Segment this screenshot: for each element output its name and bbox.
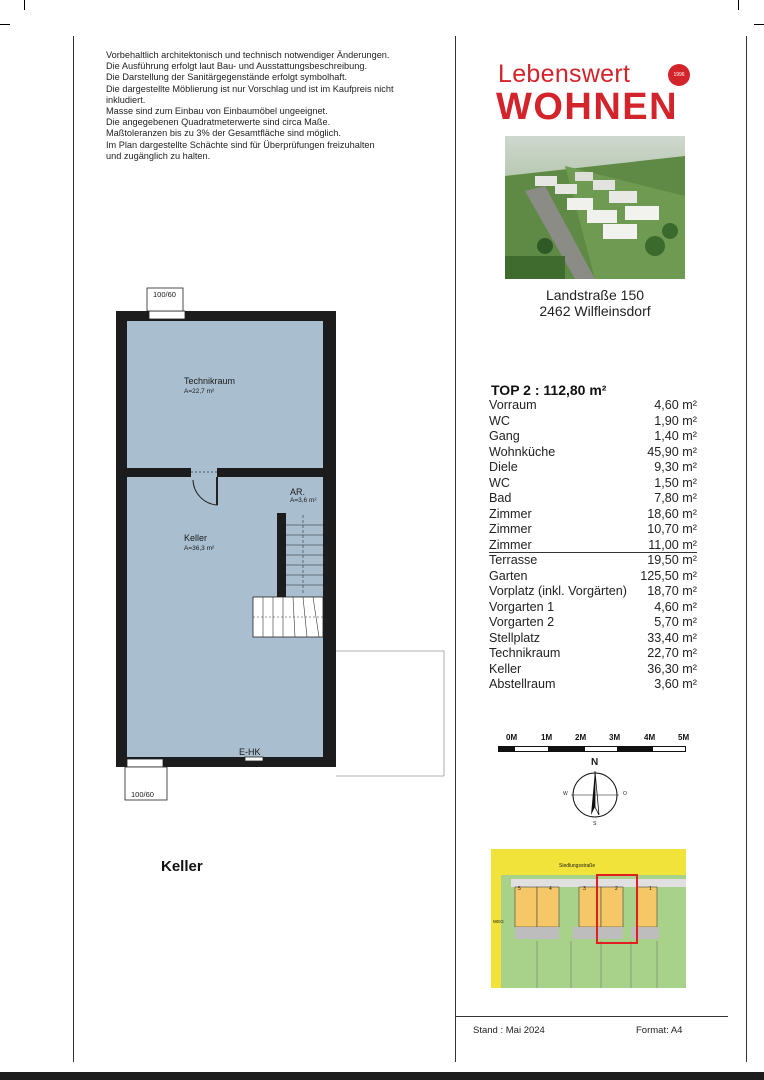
area-row <box>489 600 697 616</box>
area-room-name: Zimmer <box>489 522 532 536</box>
area-room-value: 7,80 m² <box>654 491 697 505</box>
area-row <box>489 429 697 445</box>
disclaimer-line: Masse sind zum Einbau von Einbaumöbel ungeeignet. <box>106 106 328 117</box>
compass-south-label: S <box>593 821 597 827</box>
technikraum-area: A=22,7 m² <box>184 388 215 395</box>
footer-rule <box>456 1016 728 1017</box>
area-room-name: WC <box>489 475 510 490</box>
footer-date: Stand : Mai 2024 <box>473 1025 545 1036</box>
area-room-value: 1,50 m² <box>654 475 697 490</box>
area-room-value: 4,60 m² <box>654 599 697 614</box>
siteplan-house-label: 3 <box>583 886 586 892</box>
area-row <box>489 631 697 647</box>
compass-east-label: O <box>623 791 627 797</box>
keller-label: Keller <box>184 533 208 543</box>
crop-mark-top-left <box>24 0 25 10</box>
scale-segment <box>652 746 686 752</box>
ehk-label: E-HK <box>239 747 261 757</box>
scale-label: 2M <box>575 733 587 742</box>
area-room-value: 36,30 m² <box>647 661 697 676</box>
scale-segment <box>618 746 652 752</box>
area-room-value: 9,30 m² <box>654 460 697 474</box>
disclaimer-line: Die angegebenen Quadratmeterwerte sind circa Maße. <box>106 117 331 128</box>
area-room-name: Vorraum <box>489 398 537 412</box>
compass-north-label: N <box>591 757 599 768</box>
area-room-value: 5,70 m² <box>654 615 697 629</box>
area-room-name: Vorgarten 1 <box>489 599 555 614</box>
site-plan-graphic <box>491 849 686 988</box>
area-room-value: 3,60 m² <box>654 677 697 691</box>
area-room-value: 10,70 m² <box>647 522 697 536</box>
disclaimer-line: Vorbehaltlich architektonisch und technisch notwendiger Änderungen. <box>106 50 390 60</box>
window-label-top: 100/60 <box>153 290 176 299</box>
area-room-value: 11,00 m² <box>648 537 697 552</box>
area-room-name: Abstellraum <box>489 677 556 691</box>
center-divider <box>455 36 456 1062</box>
area-room-value: 19,50 m² <box>647 553 697 567</box>
area-room-value: 125,50 m² <box>640 568 697 583</box>
disclaimer-line: Die Ausführung erfolgt laut Bau- und Ausstattungsbeschreibung. <box>106 61 367 72</box>
area-row <box>489 445 697 461</box>
disclaimer-line: Die dargestellte Möblierung ist nur Vorschlag und ist im Kaufpreis nicht <box>106 83 394 94</box>
technikraum-label: Technikraum <box>184 376 236 386</box>
unit-title: TOP 2 : 112,80 m² <box>491 382 607 398</box>
scale-label: 1M <box>541 733 553 742</box>
area-room-value: 1,40 m² <box>654 429 697 443</box>
area-room-name: Gang <box>489 429 520 443</box>
window-label-bottom: 100/60 <box>131 790 154 799</box>
site-plan <box>491 849 686 988</box>
disclaimer-line: inkludiert. <box>106 94 146 105</box>
siteplan-house-label: 4 <box>549 886 552 892</box>
area-room-name: Terrasse <box>489 553 538 567</box>
crop-mark-top-left-h <box>0 24 10 25</box>
area-row <box>489 398 697 414</box>
siteplan-side-label: WEG <box>493 919 504 924</box>
aerial-photo <box>505 136 685 279</box>
area-room-name: Bad <box>489 491 512 505</box>
area-room-value: 33,40 m² <box>647 630 697 645</box>
floor-plan <box>105 285 450 805</box>
abstellraum-label: AR. <box>290 487 306 497</box>
siteplan-house-label: 5 <box>518 886 521 892</box>
area-room-name: Zimmer <box>489 537 532 552</box>
area-room-name: Wohnküche <box>489 444 556 459</box>
disclaimer-line: Die Darstellung der Sanitärgegenstände erfolgt symbolhaft. <box>106 72 348 83</box>
area-row <box>489 553 697 569</box>
area-row <box>489 507 697 523</box>
area-room-name: Stellplatz <box>489 630 541 645</box>
disclaimer-text <box>106 50 436 162</box>
area-row <box>489 584 697 600</box>
area-room-name: Vorplatz (inkl. Vorgärten) <box>489 584 627 598</box>
scale-label: 3M <box>609 733 621 742</box>
bottom-bar <box>0 1072 764 1080</box>
compass-west-label: W <box>563 791 568 797</box>
area-room-name: Zimmer <box>489 506 532 521</box>
keller-area: A=36,3 m² <box>184 545 215 552</box>
scale-label: 4M <box>644 733 656 742</box>
area-room-name: Diele <box>489 460 518 474</box>
footer-format: Format: A4 <box>636 1025 683 1036</box>
abstellraum-area: A=3,6 m² <box>290 497 317 504</box>
crop-mark-top-right <box>738 0 739 10</box>
area-row <box>489 677 697 693</box>
address-street: Landstraße 150 <box>545 287 645 303</box>
area-row <box>489 476 697 492</box>
right-frame-line <box>746 36 747 1062</box>
left-frame-line <box>73 36 74 1062</box>
crop-mark-top-right-h <box>754 24 764 25</box>
logo-line-2: WOHNEN <box>496 86 679 128</box>
area-row <box>489 522 697 538</box>
scale-segment <box>549 746 584 752</box>
scale-label: 0M <box>506 733 518 742</box>
area-row <box>489 491 697 507</box>
area-row <box>489 414 697 430</box>
logo-line-1: Lebenswert <box>498 60 631 88</box>
area-room-name: Keller <box>489 661 522 676</box>
scale-label: 5M <box>678 733 690 742</box>
disclaimer-line: Maßtoleranzen bis zu 3% der Gesamtfläche sind möglich. <box>106 128 341 139</box>
area-room-name: Technikraum <box>489 646 561 660</box>
area-table <box>489 398 697 693</box>
technikraum-room <box>127 321 323 468</box>
scale-segment <box>514 746 549 752</box>
disclaimer-line: Im Plan dargestellte Schächte sind für Überprüfungen freizuhalten <box>106 139 375 150</box>
scale-segment <box>584 746 618 752</box>
area-row <box>489 460 697 476</box>
area-row <box>489 615 697 631</box>
area-room-value: 4,60 m² <box>654 398 697 412</box>
area-row <box>489 538 697 554</box>
address-block <box>500 287 690 319</box>
logo-seal: 1996 <box>668 64 690 86</box>
area-room-value: 18,70 m² <box>647 584 697 598</box>
area-room-name: Vorgarten 2 <box>489 615 555 629</box>
siteplan-house-label: 1 <box>649 886 652 892</box>
compass-rose <box>560 757 630 829</box>
siteplan-street-label: Siedlungsstraße <box>559 863 596 869</box>
area-room-value: 45,90 m² <box>647 444 697 459</box>
area-row <box>489 646 697 662</box>
siteplan-house-label: 2 <box>615 886 618 892</box>
aerial-photo-graphic <box>505 136 685 279</box>
area-row <box>489 569 697 585</box>
area-room-value: 22,70 m² <box>647 646 697 660</box>
area-room-value: 1,90 m² <box>654 413 697 428</box>
brand-logo <box>496 60 706 130</box>
address-city: 2462 Wilfleinsdorf <box>539 303 651 319</box>
area-room-name: WC <box>489 413 510 428</box>
area-room-value: 18,60 m² <box>647 506 697 521</box>
scale-segment <box>498 746 514 752</box>
floor-label: Keller <box>161 858 203 875</box>
disclaimer-line: und zugänglich zu halten. <box>106 150 211 161</box>
area-room-name: Garten <box>489 568 528 583</box>
floor-plan-graphic <box>105 285 450 805</box>
area-row <box>489 662 697 678</box>
